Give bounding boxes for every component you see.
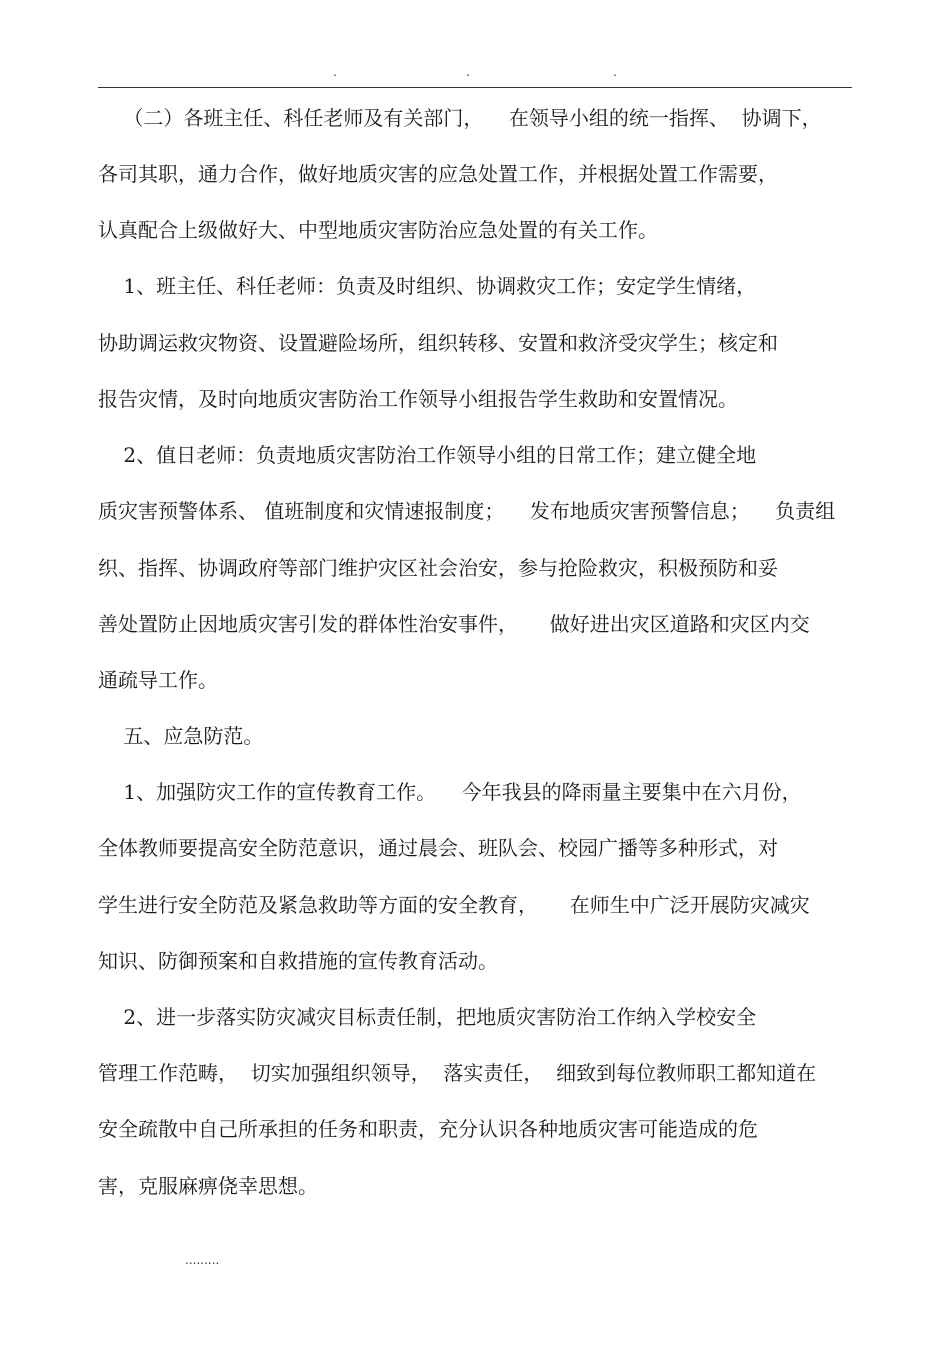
text-line: 1、班主任、科任老师：负责及时组织、协调救灾工作；安定学生情绪， [98, 274, 757, 298]
text-line: 1、加强防灾工作的宣传教育工作。 今年我县的降雨量主要集中在六月份， [98, 780, 802, 804]
text-line: 知识、防御预案和自救措施的宣传教育活动。 [98, 949, 498, 973]
text-line: 报告灾情，及时向地质灾害防治工作领导小组报告学生救助和安置情况。 [98, 387, 738, 411]
text-line: 织、指挥、协调政府等部门维护灾区社会治安，参与抢险救灾，积极预防和妥 [98, 556, 778, 580]
text-line: 管理工作范畴， 切实加强组织领导， 落实责任， 细致到每位教师职工都知道在 [98, 1061, 817, 1085]
text-line: 五、应急防范。 [98, 724, 264, 748]
text-line: 全体教师要提高安全防范意识，通过晨会、班队会、校园广播等多种形式，对 [98, 836, 778, 860]
text-line: 认真配合上级做好大、中型地质灾害防治应急处置的有关工作。 [98, 218, 658, 242]
header-dot: . [613, 65, 617, 79]
text-line: 协助调运救灾物资、设置避险场所，组织转移、安置和救济受灾学生；核定和 [98, 331, 778, 355]
footer-dots: ......... [185, 1253, 220, 1267]
text-line: 各司其职，通力合作，做好地质灾害的应急处置工作，并根据处置工作需要， [98, 162, 778, 186]
text-line: 2、进一步落实防灾减灾目标责任制，把地质灾害防治工作纳入学校安全 [98, 1005, 757, 1029]
text-line: 2、值日老师：负责地质灾害防治工作领导小组的日常工作；建立健全地 [98, 443, 757, 467]
text-line: 质灾害预警体系、 值班制度和灾情速报制度； 发布地质灾害预警信息； 负责组 [98, 499, 836, 523]
header-rule [98, 87, 852, 88]
text-line: 学生进行安全防范及紧急救助等方面的安全教育， 在师生中广泛开展防灾减灾 [98, 893, 810, 917]
header-dot: . [466, 65, 470, 79]
header-dots [0, 62, 950, 82]
text-line: （二）各班主任、科任老师及有关部门， 在领导小组的统一指挥、 协调下， [98, 106, 822, 130]
text-line: 善处置防止因地质灾害引发的群体性治安事件， 做好进出灾区道路和灾区内交 [98, 612, 810, 636]
text-line: 安全疏散中自己所承担的任务和职责，充分认识各种地质灾害可能造成的危 [98, 1117, 758, 1141]
text-line: 害，克服麻痹侥幸思想。 [98, 1174, 318, 1198]
text-line: 通疏导工作。 [98, 668, 218, 692]
header-dot: . [333, 65, 337, 79]
